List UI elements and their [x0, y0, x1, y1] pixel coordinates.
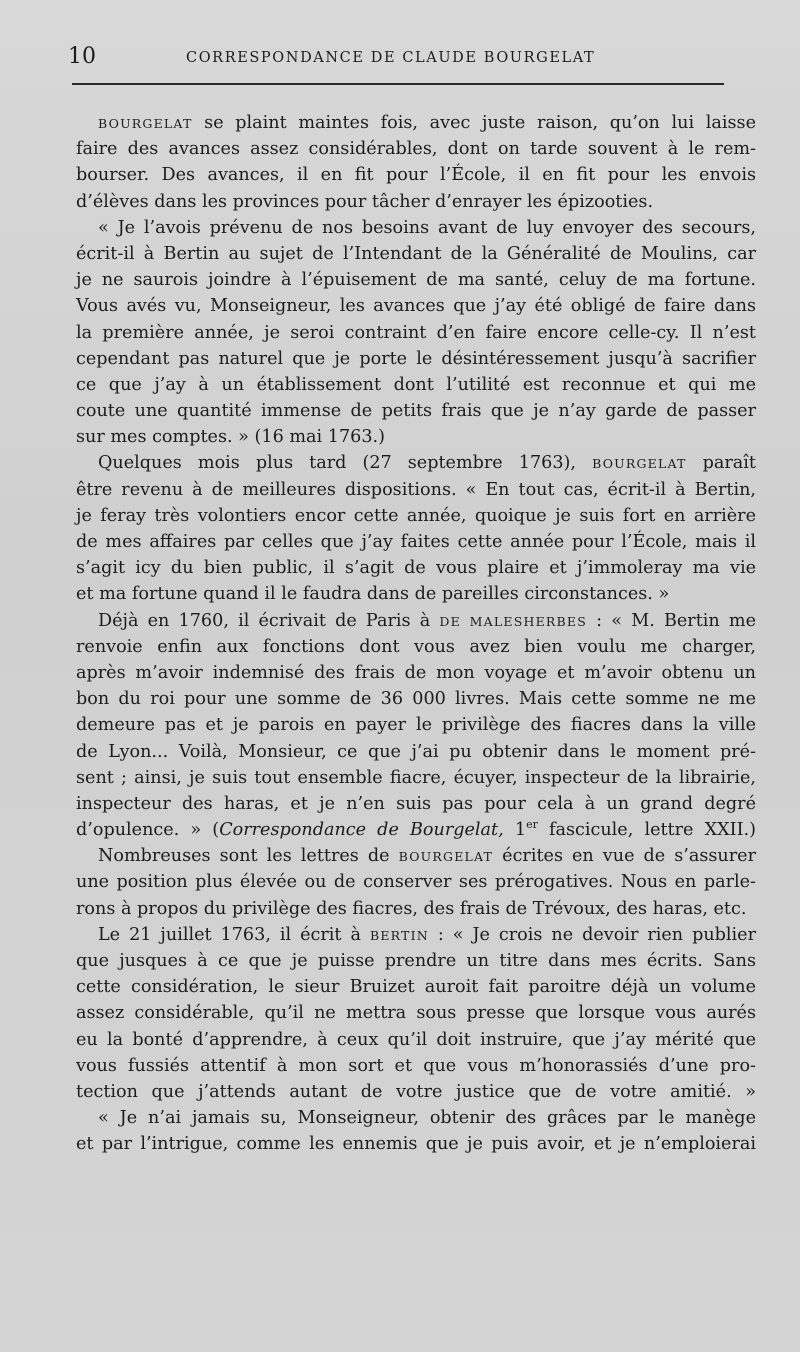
text-line [76, 974, 756, 1000]
text-run: se plaint maintes fois, avec juste raison, qu’on lui laisse [192, 113, 756, 133]
text-line [76, 293, 756, 319]
text-line [76, 869, 756, 895]
body-text [76, 110, 756, 1158]
text-line [76, 791, 756, 817]
superscript: er [526, 818, 538, 832]
text-run: la première année, je seroi contraint d’en faire encore celle-cy. Il n’est [76, 322, 756, 343]
text-line [76, 162, 756, 188]
text-run: être revenu à de meilleures dispositions. « En tout cas, écrit-il à Bertin, [76, 479, 756, 500]
text-line [76, 503, 756, 529]
text-line [76, 739, 756, 765]
text-run: : « M. Bertin me [587, 610, 757, 631]
name-smallcaps: BOURGELAT [592, 456, 687, 472]
text-run: une position plus élevée ou de conserver ses prérogatives. Nous en parle- [76, 872, 756, 893]
text-run: inspecteur des haras, et je n’en suis pas pour cela à un grand degré [76, 793, 756, 814]
text-line [76, 634, 756, 660]
text-line [76, 686, 756, 712]
text-run: cette considération, le sieur Bruizet auroit fait paroitre déjà un volume [76, 977, 756, 998]
text-run: je ne saurois joindre à l’épuisement de ma santé, celuy de ma fortune. [76, 270, 756, 291]
text-run: que jusques à ce que je puisse prendre un titre dans mes écrits. Sans [76, 951, 756, 971]
text-run: paraît [686, 453, 756, 474]
text-run: après m’avoir indemnisé des frais de mon voyage et m’avoir obtenu un [76, 662, 756, 683]
text-line [76, 1079, 756, 1105]
text-run: rons à propos du privilège des fiacres, des frais de Trévoux, des haras, etc. [76, 898, 747, 919]
text-run: coute une quantité immense de petits frais que je n’ay garde de passer [76, 401, 756, 422]
text-run: « Je n’ai jamais su, Monseigneur, obtenir des grâces par le manège [98, 1108, 756, 1129]
text-line [76, 1105, 756, 1131]
text-line [76, 712, 756, 738]
text-run: Nombreuses sont les lettres de [98, 846, 399, 867]
text-line [76, 529, 756, 555]
header-rule [72, 83, 724, 85]
text-line [76, 1000, 756, 1026]
text-line [76, 136, 756, 162]
text-run: sent ; ainsi, je suis tout ensemble fiacre, écuyer, inspecteur de la librairie, [76, 767, 756, 788]
text-line [76, 581, 756, 607]
text-run: Quelques mois plus tard (27 septembre 1763), [98, 453, 593, 474]
text-line [76, 424, 756, 450]
name-smallcaps: BOURGELAT [98, 116, 193, 131]
text-run: fascicule, lettre XXII.) [537, 820, 756, 841]
text-run: Vous avés vu, Monseigneur, les avances que j’ay été obligé de faire dans [76, 296, 756, 317]
text-run: de Lyon... Voilà, Monsieur, ce que j’ai pu obtenir dans le moment pré- [76, 741, 756, 762]
text-run: « Je l’avois prévenu de nos besoins avant de luy envoyer des secours, [98, 217, 756, 238]
text-run: de mes affaires par celles que j’ay faites cette année pour l’École, mais il [76, 532, 756, 552]
text-line [76, 1131, 756, 1157]
text-run: faire des avances assez considérables, dont on tarde souvent à le rem- [76, 139, 756, 160]
text-run: : « Je crois ne devoir rien publier [428, 924, 757, 945]
text-line [76, 189, 756, 215]
text-run: demeure pas et je parois en payer le privilège des fiacres dans la ville [76, 715, 756, 736]
text-run: ce que j’ay à un établissement dont l’utilité est reconnue et qui me [76, 374, 756, 395]
text-run: sur mes comptes. » (16 mai 1763.) [76, 427, 385, 448]
page-number: 10 [68, 44, 96, 69]
text-line [76, 215, 756, 241]
text-line [76, 1027, 756, 1053]
text-run: je feray très volontiers encor cette année, quoique je suis fort en arrière [76, 505, 756, 526]
text-run: d’opulence. » ( [76, 820, 220, 841]
text-run: d’élèves dans les provinces pour tâcher d’enrayer les épizooties. [76, 191, 654, 212]
text-run: renvoie enfin aux fonctions dont vous avez bien voulu me charger, [76, 636, 756, 657]
name-smallcaps: BOURGELAT [398, 849, 494, 865]
text-run: 1 [503, 820, 527, 841]
text-run: et ma fortune quand il le faudra dans de pareilles circonstances. » [76, 584, 670, 605]
text-line [76, 843, 756, 869]
text-run: bourser. Des avances, il en fit pour l’École, il en fit pour les envois [76, 165, 756, 186]
text-line [76, 608, 756, 634]
text-line [76, 1053, 756, 1079]
text-run: et par l’intrigue, comme les ennemis que je puis avoir, et je n’emploierai [76, 1134, 756, 1155]
text-line [76, 922, 756, 948]
text-line [76, 241, 756, 267]
text-run: eu la bonté d’apprendre, à ceux qu’il doit instruire, que j’ay mérité que [76, 1029, 756, 1050]
text-line [76, 896, 756, 922]
text-run: Le 21 juillet 1763, il écrit à [98, 924, 370, 945]
text-line [76, 398, 756, 424]
text-run: écrit-il à Bertin au sujet de l’Intendant de la Généralité de Moulins, car [76, 243, 756, 264]
running-head: CORRESPONDANCE DE CLAUDE BOURGELAT [186, 50, 596, 66]
text-line [76, 555, 756, 581]
text-run: Déjà en 1760, il écrivait de Paris à [98, 610, 440, 631]
text-run: assez considérable, qu’il ne mettra sous presse que lorsque vous aurés [76, 1003, 756, 1024]
text-run: s’agit icy du bien public, il s’agit de vous plaire et j’immoleray ma vie [76, 558, 756, 579]
text-line [76, 346, 756, 372]
name-smallcaps: DE MALESHERBES [439, 613, 587, 629]
text-run: cependant pas naturel que je porte le désintéressement jusqu’à sacrifier [76, 348, 756, 369]
text-run: bon du roi pour une somme de 36 000 livres. Mais cette somme ne me [76, 689, 756, 710]
text-line [76, 948, 756, 974]
text-line [76, 372, 756, 398]
name-smallcaps: BERTIN [369, 927, 429, 943]
text-line [76, 320, 756, 346]
text-line [76, 660, 756, 686]
text-line [76, 110, 756, 136]
text-run: vous fussiés attentif à mon sort et que vous m’honorassiés d’une pro- [76, 1055, 756, 1076]
text-line [76, 817, 756, 843]
italic-text: Correspondance de Bourgelat, [219, 820, 504, 841]
page-header [68, 44, 728, 74]
text-line [76, 267, 756, 293]
text-line [76, 450, 756, 476]
text-run: tection que j’attends autant de votre justice que de votre amitié. » [76, 1081, 756, 1102]
text-line [76, 477, 756, 503]
text-line [76, 765, 756, 791]
text-run: écrites en vue de s’assurer [493, 846, 756, 867]
